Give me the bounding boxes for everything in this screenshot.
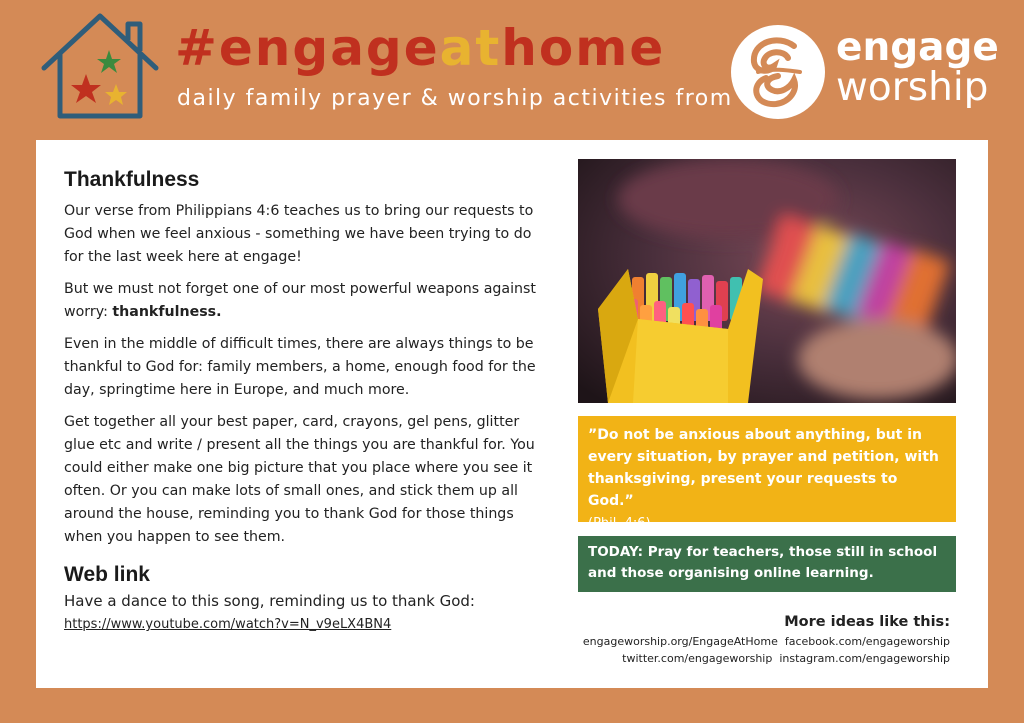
quote-text-1: ”Do not be anxious about anything, but in every situation, by prayer and petition, with (588, 427, 939, 465)
more-ideas-line-2 (536, 650, 950, 667)
article-paragraph-4: Get together all your best paper, card, crayons, gel pens, glitter glue etc and write / present all the things you are thankful for. You could either make one big picture that you place where you see it often. Or you can make lots of small ones, and stick them up all around the house, reminding you to thank God for those things when you happen to see them. (64, 414, 535, 545)
today-prayer-box: TODAY: Pray for teachers, those still in school and those organising online learning. (578, 536, 956, 592)
quote-bold: thanksgiving, (588, 471, 696, 487)
more-ideas (536, 614, 950, 667)
paragraph-2-bold: thankfulness. (112, 304, 222, 320)
header (0, 0, 1024, 140)
quote-text-2: present your requests to God.” (588, 471, 898, 509)
article-paragraph-3: Even in the middle of difficult times, there are always things to be thankful to God for: family members, a home, enough food for the day, springtime here in Europe, and much more. (64, 336, 536, 398)
brand-title-part3: home (501, 19, 666, 77)
crayons-photo (578, 159, 956, 403)
twitter-link[interactable]: twitter.com/engageworship (622, 652, 773, 665)
instagram-link[interactable]: instagram.com/engageworship (779, 652, 950, 665)
brand-subtitle: daily family prayer & worship activities from (177, 86, 733, 111)
more-ideas-heading: More ideas like this: (784, 614, 950, 630)
crayons-image-icon (578, 159, 956, 403)
quote-reference: (Phil. 4:6) (588, 516, 651, 531)
brand-title-part2: at (439, 19, 502, 77)
engage-worship-wordmark (836, 25, 999, 110)
article-paragraph-1: Our verse from Philippians 4:6 teaches us to bring our requests to God when we feel anxious - something we have been trying to do for the last week here at engage! (64, 203, 534, 265)
facebook-link[interactable]: facebook.com/engageworship (784, 635, 950, 648)
brand-title-part1: #engage (175, 19, 440, 77)
wordmark-engage: engage (836, 25, 999, 70)
weblink-url-link[interactable]: https://www.youtube.com/watch?v=N_v9eLX4BN4 (64, 617, 392, 632)
more-ideas-line-1 (536, 633, 950, 650)
article-heading: Thankfulness (64, 168, 200, 191)
paragraph-2-text: But we must not forget one of our most powerful weapons against worry: (64, 281, 536, 320)
website-link[interactable]: engageworship.org/EngageAtHome (582, 635, 778, 648)
bible-verse-quote (578, 416, 956, 531)
weblink-text: Have a dance to this song, reminding us to thank God: (64, 592, 475, 610)
wordmark-worship: worship (836, 65, 989, 110)
article (64, 168, 554, 636)
article-paragraph-2 (64, 278, 554, 324)
content-card (36, 140, 988, 688)
brand-title (175, 18, 665, 78)
house-logo-icon (40, 10, 160, 122)
weblink-heading: Web link (64, 563, 150, 586)
engage-worship-logo-icon (728, 22, 828, 122)
